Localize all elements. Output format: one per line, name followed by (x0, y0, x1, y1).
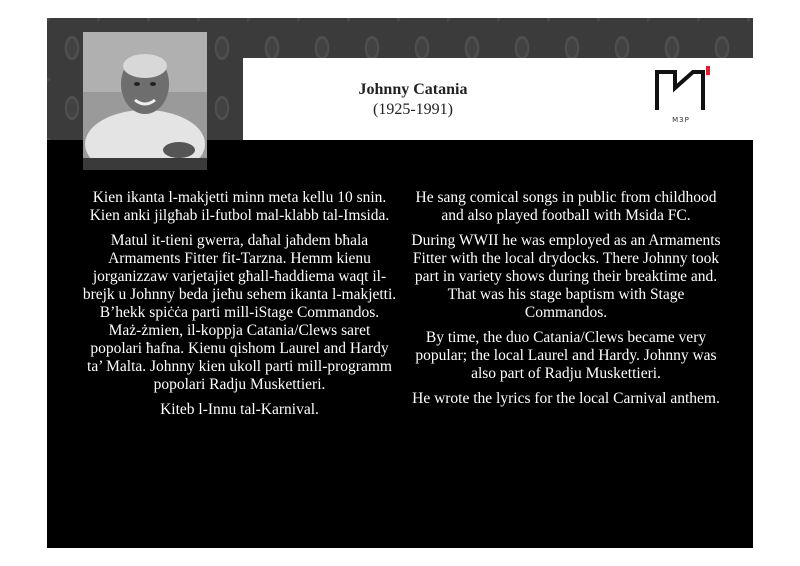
english-paragraph-1: He sang comical songs in public from childhood and also played football with Msida FC. (415, 189, 717, 224)
person-name: Johnny Catania (358, 81, 468, 98)
maltese-paragraph-2: Matul it-tieni gwerra, daħal jaħdem bħala Armaments Fitter fit-Tarzna. Hemm kienu jorganizzaw varjetajiet għall-ħaddiema waqt il-brejk u Johnny beda jieħu sehem ikanta l-makjetti. B’hekk spiċċa parti mill-iStage Commandos. Maż-żmien, il-koppja Catania/Clews saret popolari ħafna. Kienu qishom Laurel and Hardy ta’ Malta. Johnny kien ukoll parti mill-programm popolari Radju Muskettieri. (82, 232, 397, 393)
english-text-column (410, 189, 722, 415)
english-paragraph-2: During WWII he was employed as an Armaments Fitter with the local drydocks. There Johnny took part in variety shows during their breaktime and. That was his stage baptism with Stage Commandos. (411, 232, 721, 321)
title-box (243, 58, 753, 140)
maltese-paragraph-3: Kiteb l-Innu tal-Karnival. (160, 401, 319, 418)
portrait-photo (83, 32, 207, 170)
english-paragraph-3: By time, the duo Catania/Clews became very popular; the local Laurel and Hardy. Johnny was also part of Radju Muskettieri. (415, 329, 717, 382)
m3p-logo (653, 66, 713, 132)
english-paragraph-4: He wrote the lyrics for the local Carnival anthem. (412, 390, 720, 407)
maltese-text-column (82, 189, 397, 426)
logo-label: M3P (672, 116, 690, 124)
maltese-paragraph-1: Kien ikanta l-makjetti minn meta kellu 10 snin. Kien anki jilgħab il-futbol mal-klabb tal-Imsida. (89, 189, 390, 224)
slide (47, 18, 753, 548)
life-years: (1925-1991) (373, 101, 453, 118)
